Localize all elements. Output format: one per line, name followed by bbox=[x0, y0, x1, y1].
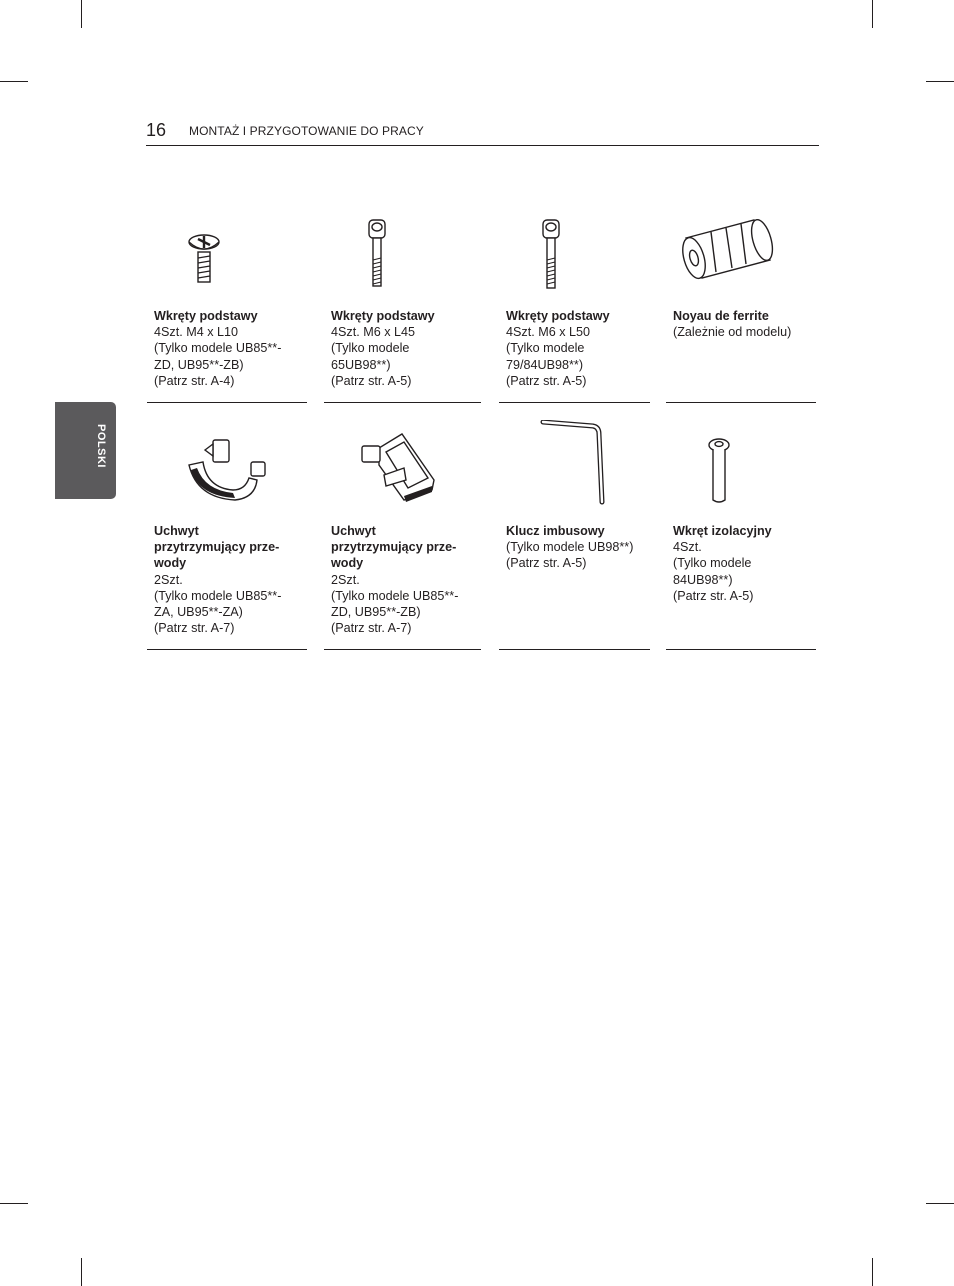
item-description: (Tylko modele UB98**) (Patrz str. A-5) bbox=[506, 540, 634, 571]
accessory-item bbox=[324, 210, 481, 403]
accessory-item bbox=[324, 420, 481, 650]
crop-mark bbox=[926, 81, 954, 82]
crop-mark bbox=[81, 1258, 82, 1286]
crop-mark bbox=[81, 0, 82, 28]
accessory-item bbox=[499, 210, 650, 403]
item-description: 2Szt. (Tylko modele UB85**- ZA, UB95**-ZA) (Patrz str. A-7) bbox=[154, 572, 282, 636]
language-tab bbox=[55, 402, 116, 499]
item-description: 4Szt. M4 x L10 (Tylko modele UB85**- ZD, UB95**-ZB) (Patrz str. A-4) bbox=[154, 325, 282, 388]
item-divider bbox=[147, 649, 307, 650]
socket-head-bolt-icon bbox=[499, 210, 650, 310]
item-divider bbox=[324, 649, 481, 650]
item-description: 4Szt. (Tylko modele 84UB98**) (Patrz str. A-5) bbox=[673, 540, 754, 603]
item-divider bbox=[666, 649, 816, 650]
item-divider bbox=[324, 402, 481, 403]
page-header bbox=[146, 118, 819, 146]
accessory-item bbox=[666, 420, 816, 650]
crop-mark bbox=[0, 1203, 28, 1204]
item-title: Wkręty podstawy bbox=[506, 309, 610, 323]
item-title: Wkręty podstawy bbox=[154, 309, 258, 323]
crop-mark bbox=[926, 1203, 954, 1204]
socket-head-bolt-icon bbox=[324, 210, 481, 310]
flat-head-screw-icon bbox=[147, 210, 307, 310]
item-description: 2Szt. (Tylko modele UB85**- ZD, UB95**-ZB) (Patrz str. A-7) bbox=[331, 572, 459, 636]
item-description: 4Szt. M6 x L45 (Tylko modele 65UB98**) (Patrz str. A-5) bbox=[331, 325, 415, 388]
item-divider bbox=[499, 402, 650, 403]
item-title: Uchwyt przytrzymujący prze- wody bbox=[154, 524, 280, 571]
item-title: Noyau de ferrite bbox=[673, 309, 769, 323]
page-number: 16 bbox=[146, 120, 167, 140]
item-divider bbox=[499, 649, 650, 650]
item-divider bbox=[666, 402, 816, 403]
accessory-item bbox=[147, 420, 307, 650]
item-title: Uchwyt przytrzymujący prze- wody bbox=[331, 524, 457, 571]
item-description: 4Szt. M6 x L50 (Tylko modele 79/84UB98**) (Patrz str. A-5) bbox=[506, 325, 590, 388]
crop-mark bbox=[872, 0, 873, 28]
language-tab-label: POLSKI bbox=[95, 424, 107, 468]
crop-mark bbox=[0, 81, 28, 82]
curved-cable-holder-icon bbox=[147, 420, 307, 520]
crop-mark bbox=[872, 1258, 873, 1286]
item-title: Klucz imbusowy bbox=[506, 524, 605, 538]
item-description: (Zależnie od modelu) bbox=[673, 325, 792, 340]
accessory-item bbox=[666, 210, 816, 403]
item-title: Wkręt izolacyjny bbox=[673, 524, 772, 538]
item-divider bbox=[147, 402, 307, 403]
accessory-item bbox=[147, 210, 307, 403]
ferrite-core-icon bbox=[666, 210, 816, 310]
hex-key-icon bbox=[499, 420, 650, 520]
accessory-item bbox=[499, 420, 650, 650]
insulation-screw-icon bbox=[666, 420, 816, 520]
running-title: MONTAŻ I PRZYGOTOWANIE DO PRACY bbox=[189, 124, 424, 138]
item-title: Wkręty podstawy bbox=[331, 309, 435, 323]
cable-holder-clip-icon bbox=[324, 420, 481, 520]
